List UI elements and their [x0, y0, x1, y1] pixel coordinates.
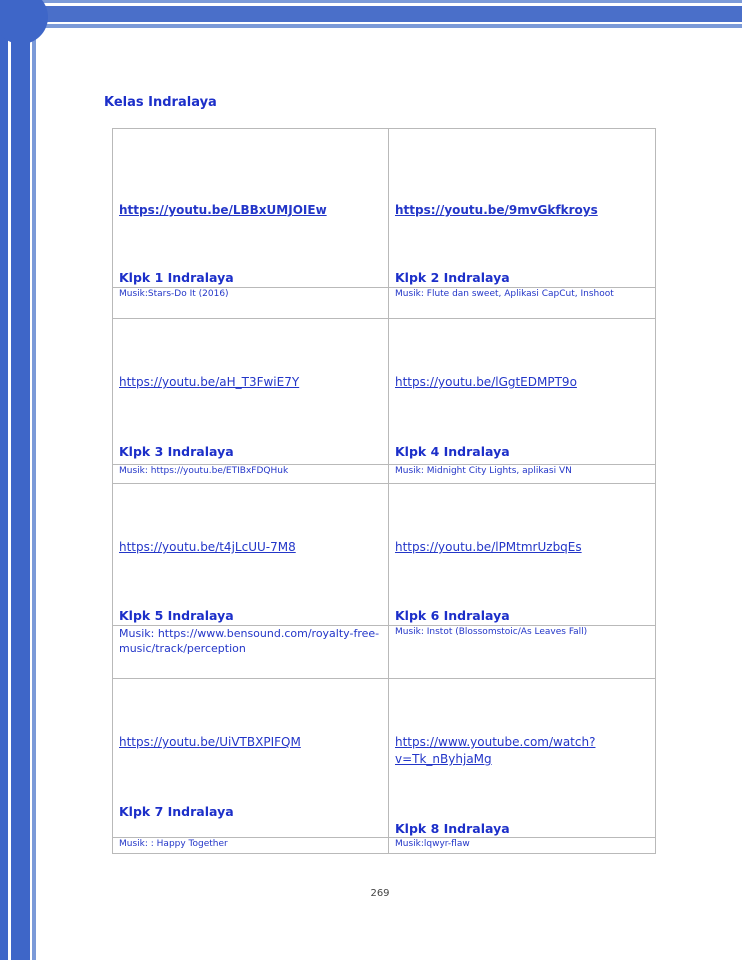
group-title: Klpk 2 Indralaya [395, 270, 510, 285]
corner-decoration [0, 0, 48, 44]
video-link[interactable]: https://youtu.be/9mvGkfkroys [395, 203, 598, 217]
music-credit: Musik:lqwyr-flaw [389, 838, 656, 854]
section-heading: Kelas Indralaya [104, 95, 217, 110]
video-link[interactable]: https://youtu.be/UiVTBXPIFQM [119, 735, 301, 749]
video-cell [389, 484, 656, 626]
table-row [113, 626, 656, 679]
table-row [113, 484, 656, 626]
music-credit: Musik: https://www.bensound.com/royalty-free-music/track/perception [113, 626, 389, 679]
video-cell [389, 679, 656, 838]
music-credit: Musik: : Happy Together [113, 838, 389, 854]
group-title: Klpk 4 Indralaya [395, 444, 510, 459]
table-row [113, 838, 656, 854]
music-credit: Musik: Midnight City Lights, aplikasi VN [389, 465, 656, 484]
video-link[interactable]: https://www.youtube.com/watch?v=Tk_nByhjaMg [395, 735, 596, 766]
music-credit: Musik:Stars-Do It (2016) [113, 288, 389, 319]
video-link[interactable]: https://youtu.be/LBBxUMJOIEw [119, 203, 327, 217]
table-row [113, 319, 656, 465]
group-title: Klpk 1 Indralaya [119, 270, 234, 285]
video-link[interactable]: https://youtu.be/lPMtmrUzbqEs [395, 540, 582, 554]
table-row [113, 288, 656, 319]
table-row [113, 129, 656, 288]
video-cell [113, 679, 389, 838]
video-cell [389, 129, 656, 288]
group-title: Klpk 3 Indralaya [119, 444, 234, 459]
page-number: 269 [370, 888, 390, 899]
side-decoration [0, 0, 36, 960]
video-link[interactable]: https://youtu.be/lGgtEDMPT9o [395, 375, 577, 389]
group-title: Klpk 7 Indralaya [119, 804, 234, 819]
music-credit: Musik: Instot (Blossomstoic/As Leaves Fall) [389, 626, 656, 679]
music-credit: Musik: https://youtu.be/ETIBxFDQHuk [113, 465, 389, 484]
header-decoration [0, 0, 742, 28]
video-table [112, 128, 656, 854]
video-cell [113, 129, 389, 288]
group-title: Klpk 8 Indralaya [395, 821, 510, 836]
music-credit: Musik: Flute dan sweet, Aplikasi CapCut, Inshoot [389, 288, 656, 319]
video-cell [113, 484, 389, 626]
video-link[interactable]: https://youtu.be/aH_T3FwiE7Y [119, 375, 300, 389]
table-row [113, 465, 656, 484]
group-title: Klpk 5 Indralaya [119, 608, 234, 623]
video-cell [113, 319, 389, 465]
video-cell [389, 319, 656, 465]
video-link[interactable]: https://youtu.be/t4jLcUU-7M8 [119, 540, 296, 554]
group-title: Klpk 6 Indralaya [395, 608, 510, 623]
table-row [113, 679, 656, 838]
